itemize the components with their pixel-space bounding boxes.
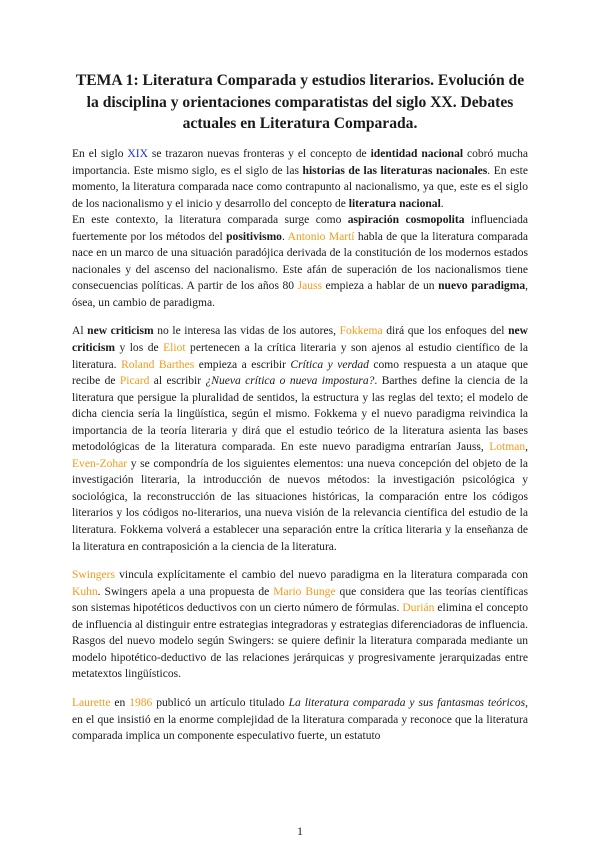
paragraph-3: [72, 323, 528, 555]
author-name: Durián: [402, 602, 435, 615]
page-title: TEMA 1: Literatura Comparada y estudios literarios. Evolución de la disciplina y orientaciones comparatistas del siglo XX. Debates actuales en Literatura Comparada.: [75, 72, 525, 132]
author-name: Antonio Martí: [287, 230, 355, 243]
bold-term: identidad nacional: [370, 148, 464, 160]
text-run: . En este momento, la literatura comparada nace como contrapunto al nacionalismo, ya que, este es el siglo de los nacionalismo y el inicio y desarrollo del concepto de: [72, 164, 528, 210]
paragraph-4: [72, 567, 528, 683]
text-run: y se compondría de los siguientes elementos: una nueva concepción del objeto de la investigación literaria, la introducción de nuevos métodos: la investigación psicológica y sociológica, la reconstrucción de las situaciones históricas, la comparación entre los códigos literarios y los códigos no-literarios, una nueva visión de la relevancia científica del estudio de la literatura. Fokkema volverá a establecer una separación entre la crítica literaria y la enseñanza de la literatura en contraposición a la ciencia de la literatura.: [72, 457, 528, 553]
bold-term: positivismo: [226, 230, 282, 243]
author-name: Roland Barthes: [121, 358, 195, 371]
text-run: En el siglo: [72, 148, 128, 160]
work-title: ¿Nueva crítica o nueva impostura?: [205, 375, 375, 388]
text-run: empieza a hablar de un: [321, 280, 439, 293]
text-run: pertenecen a la crítica literaria y son ajenos al estudio científico de la literatura.: [72, 342, 528, 371]
paragraph-5: [72, 695, 528, 745]
author-name: Even-Zohar: [72, 457, 128, 470]
author-name: Eliot: [163, 342, 186, 355]
text-run: habla de que la literatura comparada nace en un marco de una situación paradójica derivada de la constitución de los modernos estados nacionales y del ascenso del nacionalismo. Este afán de superación de los nacionalismos tiene consecuencias políticas. A partir de los años 80: [72, 230, 529, 293]
author-name: Laurette: [72, 696, 111, 709]
author-name: Picard: [119, 375, 150, 388]
text-run: En este contexto, la literatura comparada surge como: [72, 214, 348, 227]
text-run: en: [110, 696, 130, 709]
text-run: al escribir: [149, 375, 206, 388]
text-run: Al: [72, 325, 88, 338]
author-name: Lotman: [489, 441, 526, 454]
text-run: , ósea, un cambio de paradigma.: [72, 280, 528, 309]
page-number: 1: [297, 824, 303, 838]
work-title: Crítica y verdad: [290, 358, 369, 371]
author-name: Jauss: [297, 280, 322, 293]
bold-term: new criticism: [72, 325, 528, 355]
text-run: empieza a escribir: [194, 358, 291, 371]
year-highlight: 1986: [129, 696, 153, 709]
text-run: elimina el concepto de influencia al distinguir entre estrategias integradoras y estrategias diferenciadoras de influencia. Rasgos del nuevo modelo según Swingers: se quiere definir la literatura comparada mediante un modelo hipotético-deductivo de las relaciones jerárquicas y progresivamente jerarquizadas entre metatextos lingüísticos.: [72, 602, 528, 681]
text-run: cobró mucha importancia. Este mismo siglo, es el siglo de las: [72, 148, 529, 177]
text-run: publicó un artículo titulado: [152, 696, 289, 709]
text-run: como respuesta a un ataque que recibe de: [72, 358, 528, 388]
bold-term: aspiración cosmopolita: [347, 214, 465, 227]
text-run: se trazaron nuevas fronteras y el concepto de: [147, 148, 371, 160]
bold-term: historias de las literaturas nacionales: [302, 164, 488, 177]
bold-term: literatura nacional: [348, 197, 441, 210]
text-run: que considera que las teorías científicas son sistemas hipotéticos deductivos con un cierto número de fórmulas.: [72, 585, 528, 615]
text-run: .: [440, 197, 444, 210]
author-name: Mario Bunge: [273, 585, 336, 598]
bold-term: nuevo paradigma: [438, 280, 526, 293]
text-run: vincula explícitamente el cambio del nuevo paradigma en la literatura comparada con: [114, 569, 528, 582]
author-name: Kuhn: [72, 585, 98, 598]
century-highlight: XIX: [127, 148, 148, 160]
author-name: Swingers: [72, 569, 115, 582]
bold-term: new criticism: [87, 325, 154, 338]
text-run: .: [281, 230, 288, 243]
paragraph-2: [72, 212, 528, 311]
text-run: no le interesa las vidas de los autores,: [153, 325, 340, 338]
text-run: , en el que insistió en la enorme complejidad de la literatura comparada y reconoce que la literatura comparada implica un componente especulativo fuerte, un estatuto: [72, 696, 528, 743]
text-run: dirá que los enfoques del: [382, 325, 509, 338]
author-name: Fokkema: [339, 325, 383, 338]
text-run: . Swingers apela a una propuesta de: [97, 585, 274, 598]
document-body: [72, 146, 528, 745]
text-run: influenciada fuertemente por los métodos del: [72, 214, 528, 243]
text-run: y los de: [114, 342, 164, 355]
paragraph-1: [72, 146, 528, 212]
work-title: La literatura comparada y sus fantasmas teóricos: [288, 696, 526, 709]
text-run: ,: [525, 441, 528, 454]
text-run: . Barthes define la ciencia de la literatura que persigue la pluralidad de sentidos, la estructura y las reglas del texto; el modelo de dicha ciencia sería la lingüística, según el mismo. Fokkema y el nuevo paradigma reivindica la importancia de la teoría literaria y dirá que el estudio teórico de la literatura asienta las bases metodológicas de la literatura comparada. En este nuevo paradigma entrarían Jauss,: [72, 375, 528, 454]
